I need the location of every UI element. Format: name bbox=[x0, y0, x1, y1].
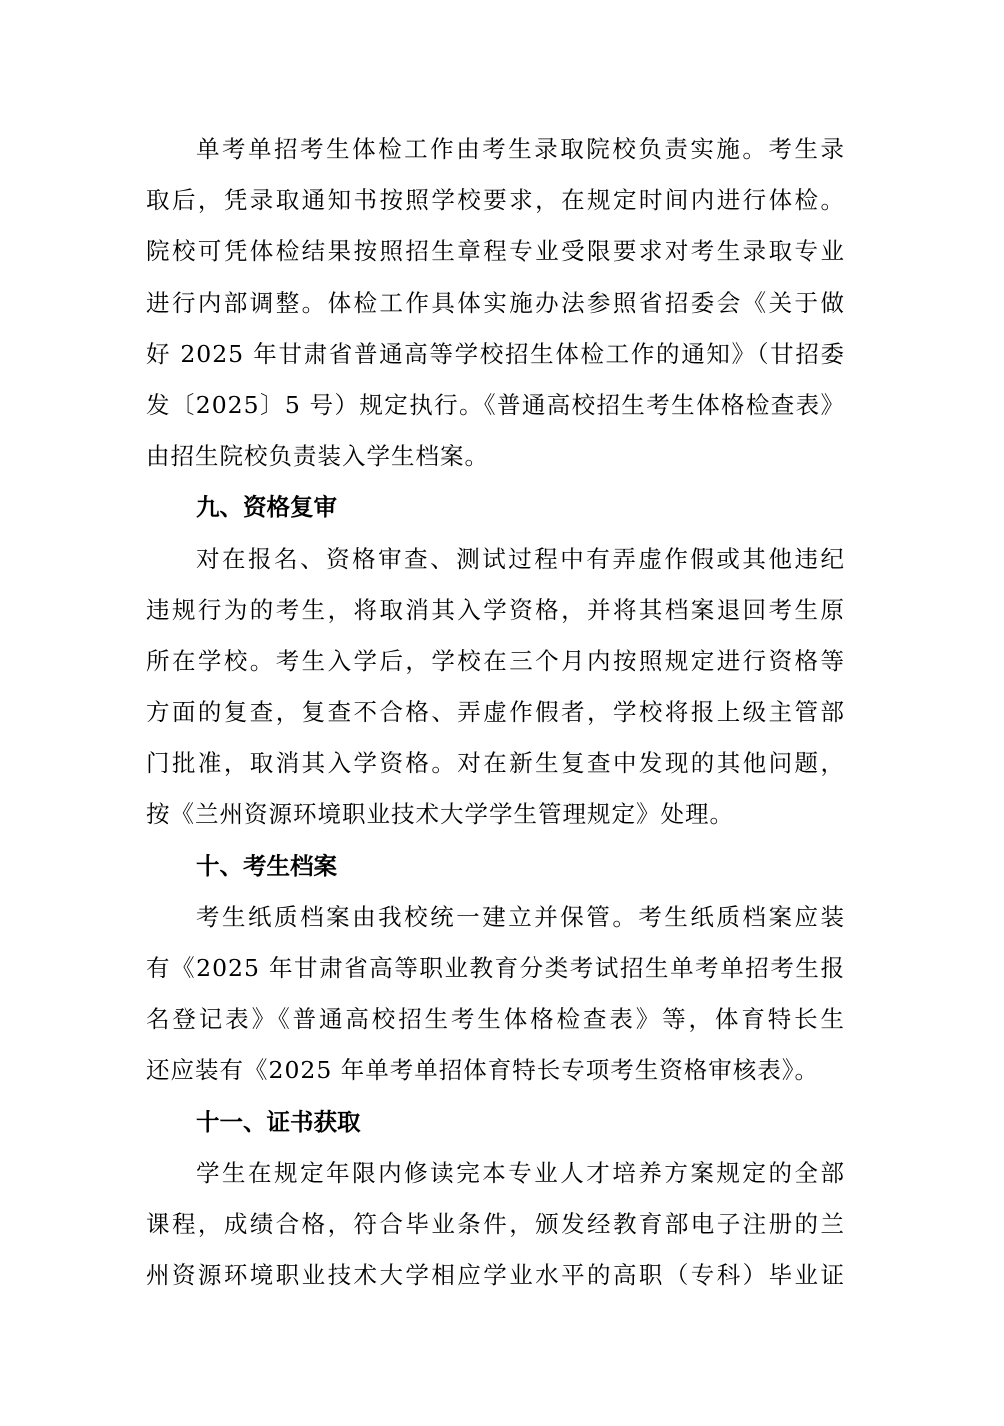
text-line: 对在报名、资格审查、测试过程中有弄虚作假或其他违纪 bbox=[196, 544, 845, 573]
text-line: 取后，凭录取通知书按照学校要求，在规定时间内进行体检。 bbox=[146, 186, 845, 215]
text-line: 所在学校。考生入学后，学校在三个月内按照规定进行资格等 bbox=[146, 646, 845, 675]
text-line: 好 2025 年甘肃省普通高等学校招生体检工作的通知》（甘招委 bbox=[146, 339, 845, 368]
section-heading-11: 十一、证书获取 bbox=[196, 1107, 361, 1136]
text-line: 有《2025 年甘肃省高等职业教育分类考试招生单考单招考生报 bbox=[146, 954, 845, 982]
text-line: 违规行为的考生，将取消其入学资格，并将其档案退回考生原 bbox=[146, 595, 845, 624]
section-heading-10: 十、考生档案 bbox=[196, 851, 337, 880]
text-line: 州资源环境职业技术大学相应学业水平的高职（专科）毕业证 bbox=[146, 1261, 845, 1290]
text-line: 发〔2025〕5 号）规定执行。《普通高校招生考生体格检查表》 bbox=[146, 390, 845, 419]
paragraph-qualification-review bbox=[146, 534, 845, 841]
text-line: 学生在规定年限内修读完本专业人才培养方案规定的全部 bbox=[196, 1158, 845, 1187]
text-line: 名登记表》《普通高校招生考生体格检查表》等，体育特长生 bbox=[146, 1005, 845, 1034]
text-line: 进行内部调整。体检工作具体实施办法参照省招委会《关于做 bbox=[146, 288, 845, 317]
paragraph-student-files bbox=[146, 892, 845, 1097]
paragraph-certificate bbox=[146, 1148, 845, 1302]
text-line: 考生纸质档案由我校统一建立并保管。考生纸质档案应装 bbox=[196, 902, 845, 931]
text-line: 门批准，取消其入学资格。对在新生复查中发现的其他问题， bbox=[146, 749, 845, 778]
text-line: 还应装有《2025 年单考单招体育特长专项考生资格审核表》。 bbox=[146, 1056, 820, 1085]
paragraph-medical-exam bbox=[146, 124, 845, 482]
text-line: 课程，成绩合格，符合毕业条件，颁发经教育部电子注册的兰 bbox=[146, 1209, 845, 1238]
text-line: 方面的复查，复查不合格、弄虚作假者，学校将报上级主管部 bbox=[146, 698, 845, 727]
section-heading-9: 九、资格复审 bbox=[196, 493, 337, 522]
text-line: 由招生院校负责装入学生档案。 bbox=[146, 442, 489, 471]
text-line: 按《兰州资源环境职业技术大学学生管理规定》处理。 bbox=[146, 800, 734, 829]
text-line: 院校可凭体检结果按照招生章程专业受限要求对考生录取专业 bbox=[146, 237, 845, 266]
document-page bbox=[146, 124, 845, 1301]
text-line: 单考单招考生体检工作由考生录取院校负责实施。考生录 bbox=[196, 135, 845, 163]
